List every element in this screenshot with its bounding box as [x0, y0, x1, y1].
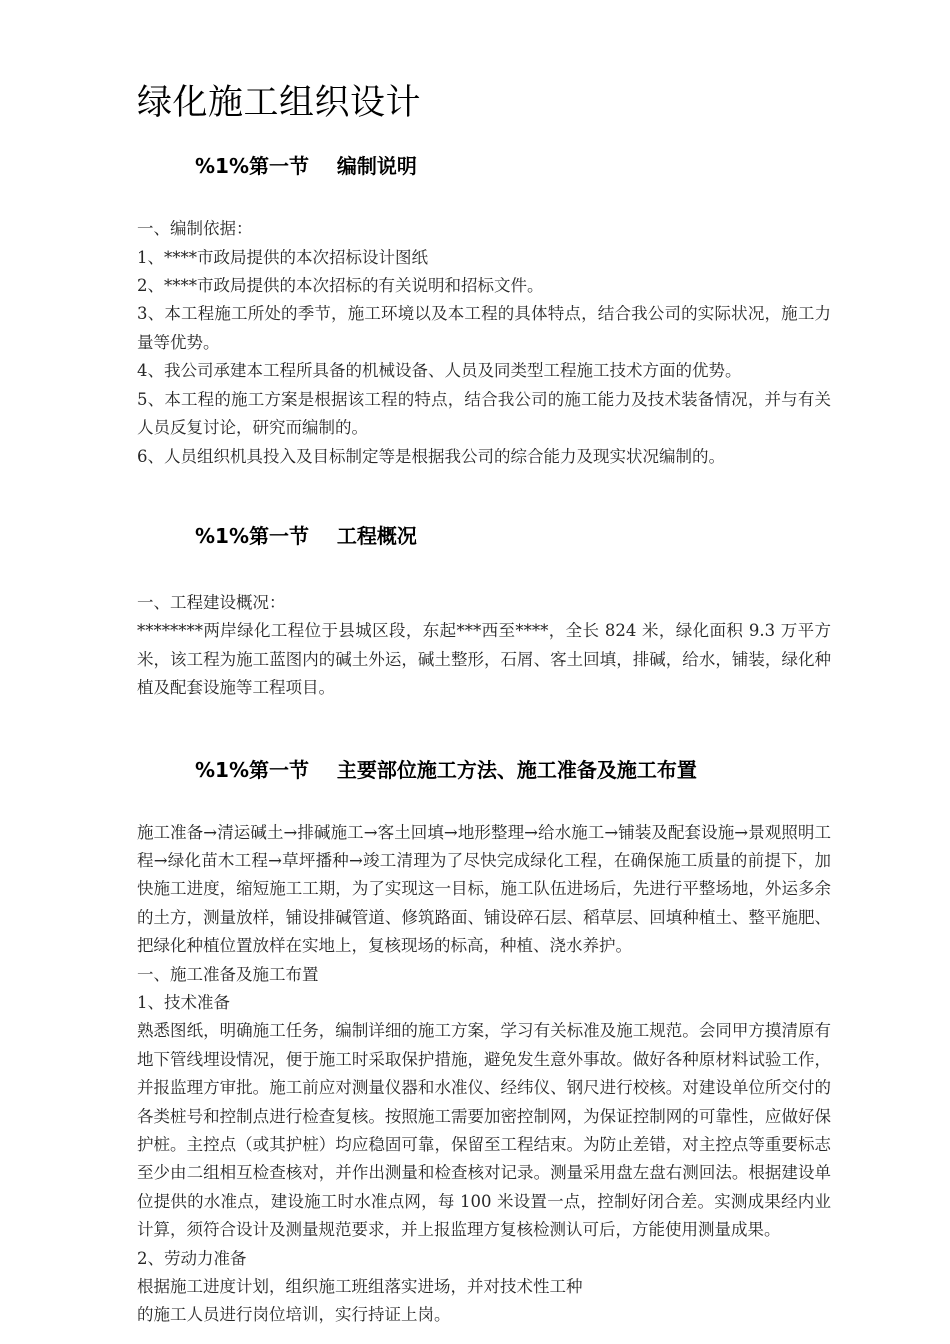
document-content: [137, 0, 831, 1330]
section-heading-construction-methods: %1%第一节 主要部位施工方法、施工准备及施工布置: [195, 757, 697, 782]
section-heading-project-overview: %1%第一节 工程概况: [195, 523, 417, 548]
paragraph: 根据施工进度计划，组织施工班组落实进场，并对技术性工种: [137, 1277, 583, 1297]
paragraph: 5、本工程的施工方案是根据该工程的特点，结合我公司的施工能力及技术装备情况，并与有关人员反复讨论，研究而编制的。: [137, 389, 831, 438]
paragraph: 3、本工程施工所处的季节，施工环境以及本工程的具体特点，结合我公司的实际状况，施工力量等优势。: [137, 304, 831, 352]
paragraph: 一、工程建设概况：: [137, 592, 286, 612]
paragraph: 4、我公司承建本工程所具备的机械设备、人员及同类型工程施工技术方面的优势。: [137, 361, 742, 381]
section-body-construction-methods: [137, 819, 831, 1330]
paragraph: 6、人员组织机具投入及目标制定等是根据我公司的综合能力及现实状况编制的。: [137, 446, 725, 466]
paragraph: 的施工人员进行岗位培训，实行持证上岗。: [137, 1305, 451, 1325]
paragraph: ********两岸绿化工程位于县城区段，东起***西至****，全长 824 米，绿化面积 9.3 万平方米，该工程为施工蓝图内的碱土外运，碱土整形，石屑、客土回填，排碱，给水，铺装，绿化种植及配套设施等工程项目。: [137, 621, 831, 698]
paragraph: 2、劳动力准备: [137, 1248, 247, 1268]
paragraph: 熟悉图纸，明确施工任务，编制详细的施工方案，学习有关标准及施工规范。会同甲方摸清原有地下管线埋设情况，便于施工时采取保护措施，避免发生意外事故。做好各种原材料试验工作，并报监理方审批。施工前应对测量仪器和水准仪、经纬仪、钢尺进行校核。对建设单位所交付的各类桩号和控制点进行检查复核。按照施工需要加密控制网，为保证控制网的可靠性，应做好保护桩。主控点（或其护桩）均应稳固可靠，保留至工程结束。为防止差错，对主控点等重要标志至少由二组相互检查核对，并作出测量和检查核对记录。测量采用盘左盘右测回法。根据建设单位提供的水准点，建设施工时水准点网，每 100 米设置一点，控制好闭合差。实测成果经内业计算，须符合设计及测量规范要求，并上报监理方复核检测认可后，方能使用测量成果。: [137, 1021, 831, 1240]
paragraph: 2、****市政局提供的本次招标的有关说明和招标文件。: [137, 276, 544, 296]
paragraph: 1、****市政局提供的本次招标设计图纸: [137, 247, 428, 267]
paragraph: 一、施工准备及施工布置: [137, 964, 319, 984]
paragraph: 1、技术准备: [137, 992, 230, 1012]
section-heading-compilation-notes: %1%第一节 编制说明: [195, 154, 417, 179]
section-body-project-overview: [137, 589, 831, 703]
paragraph: 施工准备→清运碱土→排碱施工→客土回填→地形整理→给水施工→铺装及配套设施→景观照明工程→绿化苗木工程→草坪播种→竣工清理为了尽快完成绿化工程，在确保施工质量的前提下，加快施工进度，缩短施工工期，为了实现这一目标，施工队伍进场后，先进行平整场地，外运多余的土方，测量放样，铺设排碱管道、修筑路面、铺设碎石层、稻草层、回填种植土、整平施肥、把绿化种植位置放样在实地上，复核现场的标高，种植、浇水养护。: [137, 822, 831, 956]
paragraph: 一、编制依据：: [137, 219, 253, 239]
page-title: 绿化施工组织设计: [137, 83, 422, 123]
section-body-compilation-notes: [137, 215, 831, 471]
